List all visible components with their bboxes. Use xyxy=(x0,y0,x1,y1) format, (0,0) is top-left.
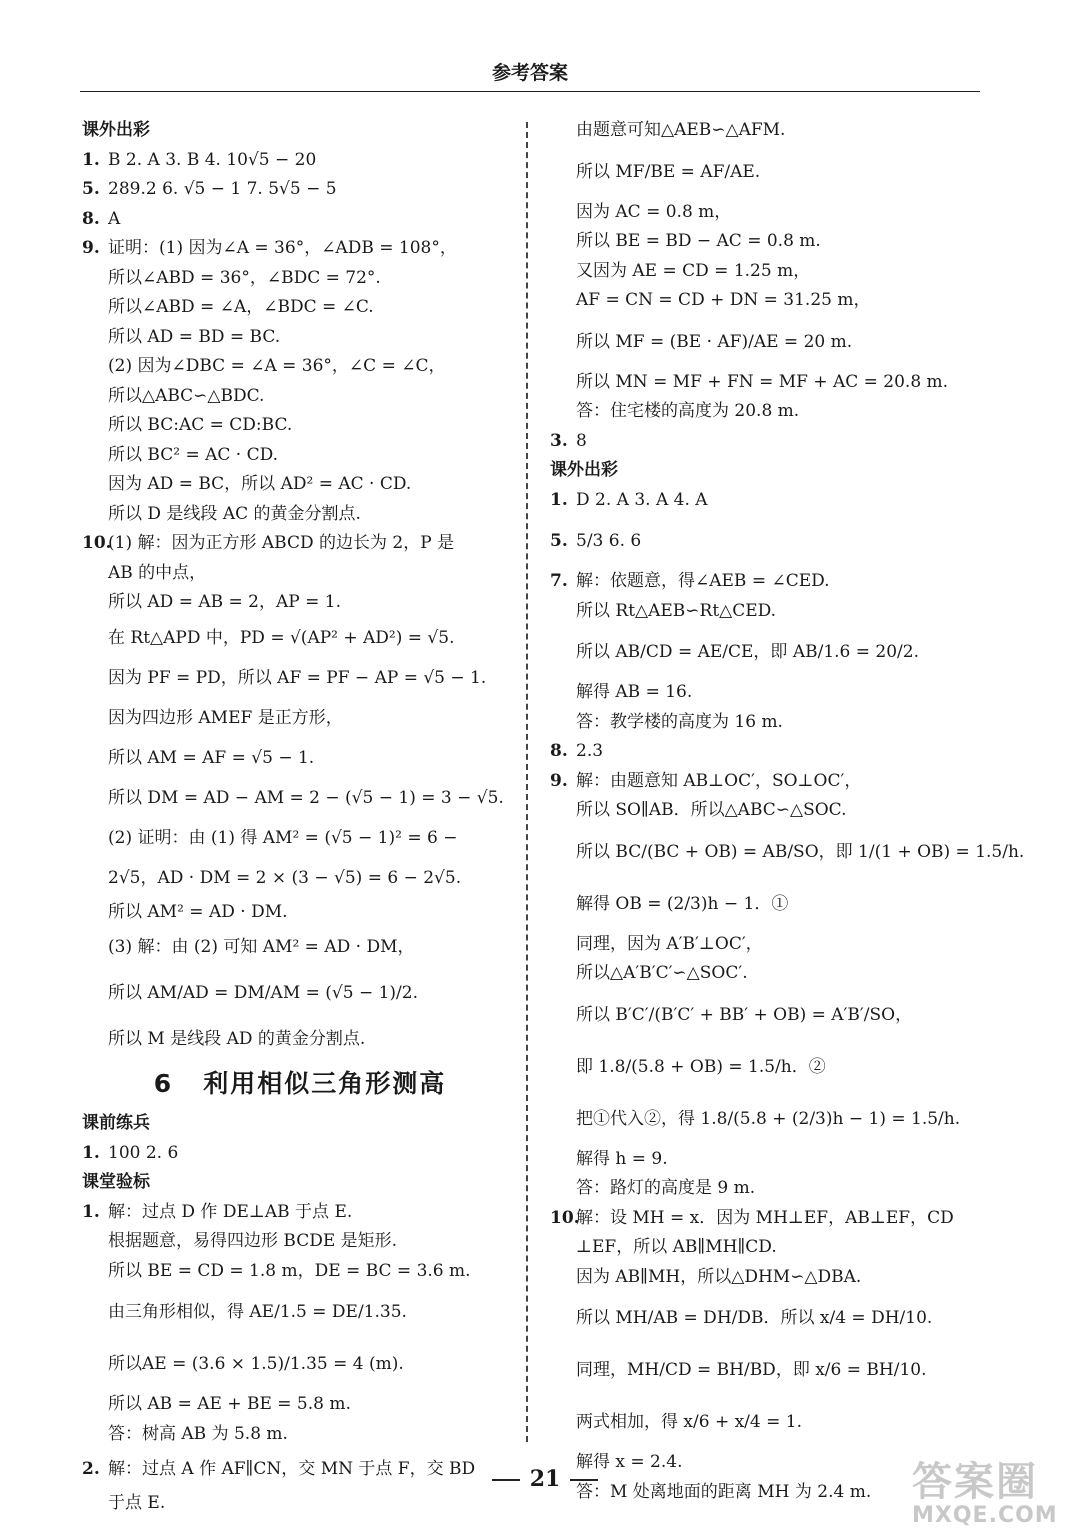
item-text: A xyxy=(108,208,121,229)
solution-line: 所以 AD = AB = 2，AP = 1. xyxy=(108,592,341,612)
answer-item xyxy=(82,205,518,235)
answer-item xyxy=(550,486,990,516)
header-rule xyxy=(80,91,980,92)
solution-line: 所以 M 是线段 AD 的黄金分割点. xyxy=(108,1029,366,1049)
solution-line: 同理，MH/CD = BH/BD，即 x/6 = BH/10. xyxy=(576,1360,927,1380)
watermark-bottom-text: MXQE.COM xyxy=(912,1503,1058,1528)
solution-line: AF = CN = CD + DN = 31.25 m， xyxy=(576,290,871,310)
page-header-title: 参考答案 xyxy=(491,62,568,84)
solution-line: 所以 B′C′/(B′C′ + BB′ + OB) = A′B′/SO， xyxy=(576,1004,913,1025)
solution-line: 所以 AM/AD = DM/AM = (√5 − 1)/2. xyxy=(108,983,419,1003)
right-column xyxy=(550,116,1025,1507)
item-number: 7. xyxy=(550,571,568,591)
solution-line: 所以 BC² = AC · CD. xyxy=(108,444,279,465)
solution-line: 所以 Rt△AEB∽Rt△CED. xyxy=(576,600,777,621)
item-number: 10. xyxy=(550,1207,580,1228)
item-text: 解：依题意，得∠AEB = ∠CED. xyxy=(576,571,830,591)
solution-line: 因为 AB∥MH，所以△DHM∽△DBA. xyxy=(576,1266,862,1287)
answer-item xyxy=(82,529,518,559)
solution-line: 所以 DM = AD − AM = 2 − (√5 − 1) = 3 − √5. xyxy=(108,787,504,808)
answer-item xyxy=(82,234,518,264)
solution-line: 解得 AB = 16. xyxy=(576,682,693,702)
solution-line: 因为 AD = BC，所以 AD² = AC · CD. xyxy=(108,474,412,494)
item-number: 1. xyxy=(82,149,100,170)
answer-item xyxy=(82,1198,518,1228)
item-text: B 2. A 3. B 4. 10√5 − 20 xyxy=(108,149,317,170)
answer-item xyxy=(82,146,518,176)
solution-line: 由三角形相似，得 AE/1.5 = DE/1.35. xyxy=(108,1302,407,1322)
item-number: 5. xyxy=(82,179,100,199)
item-number: 2. xyxy=(82,1459,100,1479)
item-number: 8. xyxy=(550,741,568,761)
solution-line: 所以 MN = MF + FN = MF + AC = 20.8 m. xyxy=(576,371,949,392)
solution-line: 所以 BC/(BC + OB) = AB/SO，即 1/(1 + OB) = 1.5/h. xyxy=(576,841,1025,862)
solution-line: 所以 AD = BD = BC. xyxy=(108,326,281,347)
solution-line: AB 的中点， xyxy=(108,562,207,583)
footer-dash-right xyxy=(570,1479,598,1481)
section-title-text: 利用相似三角形测高 xyxy=(203,1069,447,1098)
subsection-heading: 课外出彩 xyxy=(82,120,150,140)
solution-line: 于点 E. xyxy=(108,1493,166,1513)
solution-line: 所以 BE = BD − AC = 0.8 m. xyxy=(576,231,821,251)
answer-item xyxy=(550,767,990,797)
solution-line: (2) 因为∠DBC = ∠A = 36°，∠C = ∠C， xyxy=(108,356,446,376)
column-divider xyxy=(526,122,528,1442)
item-text: 2.3 xyxy=(576,741,604,761)
solution-line: 所以AE = (3.6 × 1.5)/1.35 = 4 (m). xyxy=(108,1354,404,1374)
item-text: 5/3 6. 6 xyxy=(576,531,642,551)
solution-line: 所以 BE = CD = 1.8 m，DE = BC = 3.6 m. xyxy=(108,1260,471,1281)
solution-line: 所以∠ABD = 36°，∠BDC = 72°. xyxy=(108,267,381,288)
answer-item xyxy=(550,1204,990,1234)
solution-line: 即 1.8/(5.8 + OB) = 1.5/h．② xyxy=(576,1056,826,1077)
item-number: 10. xyxy=(82,533,112,553)
answer-item xyxy=(550,737,990,767)
solution-line: 所以 MF/BE = AF/AE. xyxy=(576,161,761,182)
solution-line: 答：教学楼的高度为 16 m. xyxy=(576,711,783,732)
watermark-top-text: 答案圈 xyxy=(912,1459,1038,1505)
item-number: 1. xyxy=(82,1201,100,1222)
solution-line: 所以 AM² = AD · DM. xyxy=(108,901,288,922)
solution-line: 所以 AB/CD = AE/CE，即 AB/1.6 = 20/2. xyxy=(576,642,919,662)
answer-item xyxy=(82,175,518,205)
solution-line: (3) 解：由 (2) 可知 AM² = AD · DM， xyxy=(108,937,415,957)
solution-line: 又因为 AE = CD = 1.25 m， xyxy=(576,260,811,281)
solution-line: 2√5，AD · DM = 2 × (3 − √5) = 6 − 2√5. xyxy=(108,867,462,888)
solution-line: 答：M 处离地面的距离 MH 为 2.4 m. xyxy=(576,1481,872,1502)
item-number: 1. xyxy=(82,1142,100,1163)
item-text: D 2. A 3. A 4. A xyxy=(576,489,708,510)
item-text: 289.2 6. √5 − 1 7. 5√5 − 5 xyxy=(108,179,337,199)
section-title xyxy=(82,1059,518,1109)
item-number: 5. xyxy=(550,531,568,551)
solution-line: 同理，因为 A′B′⊥OC′， xyxy=(576,933,763,954)
solution-line: 所以△ABC∽△BDC. xyxy=(108,385,265,406)
item-number: 3. xyxy=(550,430,568,451)
solution-line: 所以 AM = AF = √5 − 1. xyxy=(108,747,315,768)
solution-line: 根据题意，易得四边形 BCDE 是矩形. xyxy=(108,1231,398,1251)
solution-line: 两式相加，得 x/6 + x/4 = 1. xyxy=(576,1412,802,1432)
solution-line: 所以 MH/AB = DH/DB．所以 x/4 = DH/10. xyxy=(576,1308,933,1328)
item-text: 证明：(1) 因为∠A = 36°，∠ADB = 108°， xyxy=(108,238,457,258)
answer-item xyxy=(550,567,990,597)
item-text: 解：由题意知 AB⊥OC′，SO⊥OC′， xyxy=(576,770,862,791)
solution-line: 在 Rt△APD 中，PD = √(AP² + AD²) = √5. xyxy=(108,627,455,648)
item-number: 1. xyxy=(550,489,568,510)
subsection-heading: 课前练兵 xyxy=(82,1113,150,1133)
solution-line: 由题意可知△AEB∽△AFM. xyxy=(576,120,786,140)
solution-line: 答：住宅楼的高度为 20.8 m. xyxy=(576,401,800,421)
solution-line: 所以 AB = AE + BE = 5.8 m. xyxy=(108,1394,351,1414)
answer-item xyxy=(550,515,990,567)
item-text: 8 xyxy=(576,430,587,451)
solution-line: 解得 x = 2.4. xyxy=(576,1452,683,1472)
page-number: 21 xyxy=(529,1466,561,1492)
solution-line: 把①代入②，得 1.8/(5.8 + (2/3)h − 1) = 1.5/h. xyxy=(576,1108,961,1129)
solution-line: ⊥EF，所以 AB∥MH∥CD. xyxy=(576,1237,777,1257)
solution-line: 答：路灯的高度是 9 m. xyxy=(576,1178,756,1198)
solution-line: (2) 证明：由 (1) 得 AM² = (√5 − 1)² = 6 − xyxy=(108,827,458,848)
item-text: 解：设 MH = x．因为 MH⊥EF，AB⊥EF，CD xyxy=(576,1207,954,1228)
solution-line: 所以△A′B′C′∽△SOC′. xyxy=(576,963,748,983)
item-number: 9. xyxy=(82,238,100,258)
solution-line: 所以 D 是线段 AC 的黄金分割点. xyxy=(108,503,361,524)
footer-dash-left xyxy=(492,1479,520,1481)
item-number: 9. xyxy=(550,770,568,791)
solution-line: 所以∠ABD = ∠A，∠BDC = ∠C. xyxy=(108,297,374,317)
solution-line: 因为四边形 AMEF 是正方形， xyxy=(108,707,343,728)
solution-line: 因为 PF = PD，所以 AF = PF − AP = √5 − 1. xyxy=(108,667,487,688)
item-text: 解：过点 A 作 AF∥CN，交 MN 于点 F，交 BD xyxy=(108,1459,476,1479)
subsection-heading: 课堂验标 xyxy=(82,1172,150,1192)
solution-line: 解得 h = 9. xyxy=(576,1148,668,1169)
subsection-heading: 课外出彩 xyxy=(550,460,618,480)
item-text: (1) 解：因为正方形 ABCD 的边长为 2，P 是 xyxy=(108,533,455,553)
answer-item xyxy=(82,1139,518,1169)
section-number: 6 xyxy=(153,1069,174,1098)
solution-line: 答：树高 AB 为 5.8 m. xyxy=(108,1423,288,1444)
watermark-logo xyxy=(912,1460,1072,1530)
solution-line: 所以 BC:AC = CD:BC. xyxy=(108,415,293,435)
solution-line: 解得 OB = (2/3)h − 1．① xyxy=(576,893,789,914)
item-number: 8. xyxy=(82,208,100,229)
item-text: 100 2. 6 xyxy=(108,1142,179,1163)
answer-item xyxy=(550,427,990,457)
item-text: 解：过点 D 作 DE⊥AB 于点 E. xyxy=(108,1201,353,1222)
solution-line: 所以 MF = (BE · AF)/AE = 20 m. xyxy=(576,331,853,352)
solution-line: 所以 SO∥AB．所以△ABC∽△SOC. xyxy=(576,800,847,820)
left-column xyxy=(82,116,518,1519)
solution-line: 因为 AC = 0.8 m， xyxy=(576,201,732,222)
